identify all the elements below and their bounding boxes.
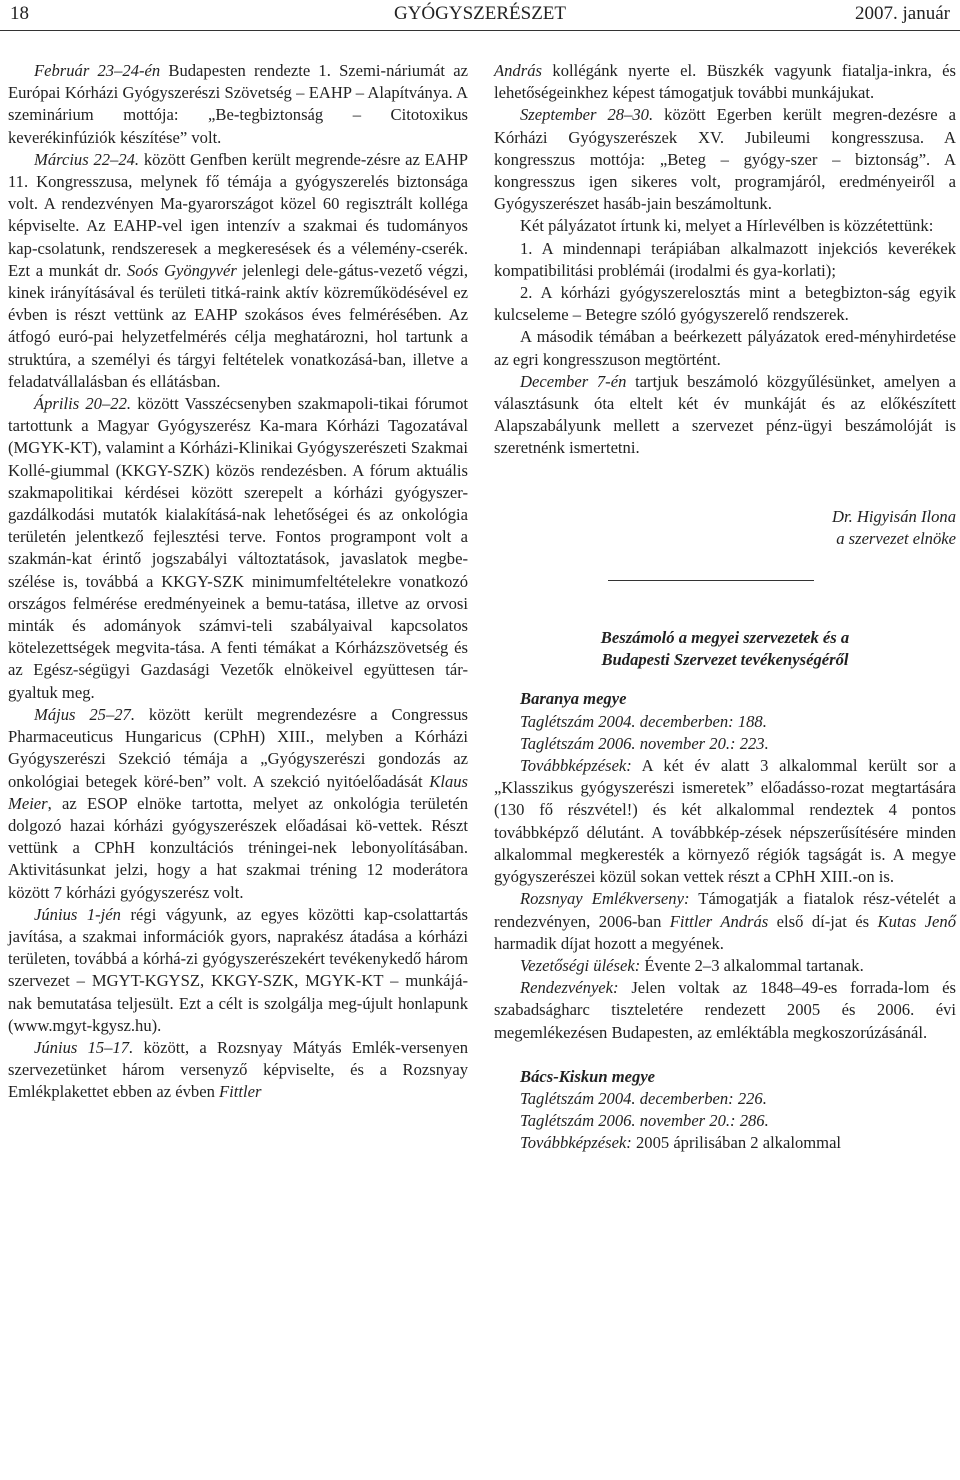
person-name: Kutas Jenő (877, 911, 956, 931)
signature-role: a szervezet elnöke (836, 528, 956, 548)
header-rule (0, 30, 960, 31)
paragraph-september (494, 104, 956, 215)
paragraph-text: között Vasszécsenyben szakmapoli-tikai fórumot tartottunk a Magyar Gyógyszerész Ka-mara Kórházi Tagozatával (MGYK-KT), valamint a Kórházi-Klinikai Gyógyszerészeti Szakmai Kollé-giummal (KKGY-SZK) közös rendezésben. A fórum aktuális szakmapolitikai kérdései között szerepelt a kórházi gyógyszer-gazdálkodási mutatók kialakításá-nak lehetőségei és az onkológia területén jelentkező fejlesztési terve. Fontos programpont volt a szakmán-kat érintő jogszabályi változtatások, javaslatok megbe-szélése is, továbbá a KKGY-SZK minimumfeltételekre vonatkozó országos felmérése eredményeinek a bemu-tatása, illetve az orvosi minták és adományok számvi-teli szabályaival kapcsolatos kötelezettségek megvita-tása. A fenti témákat a Kórházszövetség és az Egész-ségügyi Gazdasági Vezetők elnökeivel együttesen tár-gyaltuk meg. (8, 394, 468, 702)
paragraph-march (8, 149, 468, 393)
date-phrase: Április 20–22. (34, 394, 132, 414)
paragraph-text: jelenlegi dele-gátus-vezető végzi, kinek irányításával és területi titká-raink aktív közreműködésével ez évben is részt vettünk az EAHP szokásos éves felmérésében. Az átfogó euró-pai helyzetfelmérés célja meghatározni, hol tartunk a struktúra, a személyi és tárgyi feltételek vonatkozásá-ban, illetve a feladatvállalásban és ellátásban. (8, 260, 468, 391)
section-title (494, 627, 956, 671)
page-header (0, 0, 960, 30)
right-column (494, 60, 956, 1155)
paragraph-text: között, a Rozsnyay Mátyás Emlék-versenyen szervezetünket három versenyző képviselte, és a Rozsnyay Emlékplakettet ebben az évben (8, 1037, 468, 1102)
paragraph-label: Vezetőségi ülések: (520, 955, 641, 975)
paragraph-rozsnyay (494, 888, 956, 955)
paragraph-text: tartjuk beszámoló közgyűlésünket, amelyen a választásunk óta eltelt két év munkáját és az előkészített Alapszabályunk mellett a szervezet pénz-ügyi beszámolóját is szeretnénk ismertetni. (494, 371, 956, 458)
paragraph-text: , az ESOP elnöke tartotta, melyet az onkológia területén dolgozó hazai kórházi gyógyszerészek előadásai kö-vettek. Részt vettünk a CPhH konzultációs tréningei-nek lebonyolításában. Aktivitásunkat jelzi, hogy a hat szakmai tréning 12 moderátora között 7 kórházi gyógyszerész volt. (8, 793, 468, 902)
paragraph-board-meetings (494, 955, 956, 977)
paragraph-text: első dí-jat és (768, 911, 878, 931)
paragraph-december (494, 371, 956, 460)
person-name: Fittler (219, 1082, 262, 1102)
paragraph-text: Jelen voltak az 1848–49-es forrada-lom és szabadságharc tiszteletére rendezett 2005 és 2006. évi megemlékezésen Budapesten, az emléktábla megkoszorúzásánál. (494, 978, 956, 1042)
paragraph-results: A második témában a beérkezett pályázatok ered-ményhirdetése az egri kongresszuson megtörtént. (494, 327, 956, 369)
date-phrase: December 7-én (520, 371, 627, 391)
person-name: Fittler András (669, 911, 769, 931)
date-phrase: Március 22–24. (34, 149, 140, 169)
paragraph-text: kollégánk nyerte el. Büszkék vagyunk fiatalja-inkra, és lehetőségeinkhez képest támogatjuk további munkájukat. (494, 61, 956, 103)
member-count-2006: Taglétszám 2006. november 20.: 223. (520, 733, 769, 753)
paragraph-label: Továbbképzések: (520, 1133, 632, 1153)
paragraph-june-15 (8, 1037, 468, 1104)
paragraph-trainings (494, 755, 956, 888)
signature-block (494, 506, 956, 550)
paragraph-tenders: Két pályázatot írtunk ki, melyet a Hírlevélben is közzétettünk: (520, 216, 934, 236)
paragraph-april (8, 393, 468, 704)
date-phrase: Június 1-jén (34, 904, 121, 924)
member-count-2004: Taglétszám 2004. decemberben: 188. (520, 711, 767, 731)
paragraph-label: Rozsnyay Emlékverseny: (520, 889, 690, 909)
paragraph-trainings (494, 1132, 956, 1154)
paragraph-text: Budapesten rendezte 1. Szemi-náriumát az Európai Kórházi Gyógyszerészi Szövetség – EAHP – Alapítványa. A szeminárium mottója: „Be-tegbiztonság – Citotoxikus keverékinfúziók készítése” volt. (8, 61, 468, 147)
paragraph-text: között Genfben került megrende-zésre az EAHP 11. Kongresszusa, melynek fő témája a gyógyszerelés biztonsága volt. A rendezvényen Ma-gyarországot közel 60 regisztrált kolléga képviselte. Az EAHP-vel igen intenzív a szakmai és tudományos kap-csolatunk, rendszeresek a megkeresések és a vélemény-cserék. Ezt a munkát dr. (8, 149, 468, 280)
member-count-2006: Taglétszám 2006. november 20.: 286. (520, 1111, 769, 1131)
section-title-line: Beszámoló a megyei szervezetek és a (600, 628, 850, 648)
region-heading-baranya: Baranya megye (520, 689, 627, 709)
paragraph-text: 2005 áprilisában 2 alkalommal (631, 1133, 842, 1153)
paragraph-events (494, 977, 956, 1044)
paragraph-may (8, 704, 468, 904)
date-phrase: Szeptember 28–30. (520, 105, 654, 125)
paragraph-text: között került megrendezésre a Congressus Pharmaceuticus Hungaricus (CPhH) XIII., melyben a Kórházi Gyógyszerészi Szekció témája a „Gyógyszerészi gondozás az onkológiai betegek köré-ben” volt. A szekció nyitóelőadását (8, 704, 469, 791)
paragraph-label: Rendezvények: (520, 978, 619, 998)
paragraph-text: A két év alatt 3 alkalommal került sor a „Klasszikus gyógyszerészi ismeretek” előadásso-rozat megtartására (130 fő részvétel!) és két alkalommal rendeztek 4 pontos továbbképző délutánt. A továbbkép-zések népszerűsítésére minden alkalommal megkeresték a környező régiók tagságát is. A megye gyógyszerészei közül sokan vettek részt a CPhH XIII.-on is. (494, 756, 956, 887)
issue-date: 2007. január (855, 3, 950, 24)
person-name: Soós Gyöngyvér (126, 260, 237, 280)
date-phrase: Február 23–24-én (34, 61, 161, 80)
tender-item-1: 1. A mindennapi terápiában alkalmazott injekciós keverékek kompatibilitási problémái (irodalmi és gya-korlati); (494, 238, 956, 280)
paragraph-text: között Egerben került megren-dezésre a Kórházi Gyógyszerészek XV. Jubileumi kongresszusa. A kongresszus mottója: „Beteg – gyógy-szer – biztonság”. A kongresszus igen sikeres volt, programjáról, eredményeiről a Gyógyszerészet hasáb-jain beszámoltunk. (494, 105, 956, 214)
paragraph-continued (494, 60, 956, 104)
section-title-line: Budapesti Szervezet tevékenységéről (601, 650, 849, 670)
region-heading-bacs-kiskun: Bács-Kiskun megye (520, 1066, 656, 1086)
paragraph-text: harmadik díjat hozott a megyének. (494, 933, 724, 953)
paragraph-text: régi vágyunk, az egyes közötti kap-csolattartás javítása, a szakmai információk gyors, naprakész átadása a kórházi területen, továbbá a kórhá-zi gyógyszerészekért tevékenykedő három szervezet – MGYT-KGYSZ, KKGY-SZK, MGYK-KT – munkájá-nak bemutatása teljesült. Ezt a célt is szolgálja meg-újult honlapunk (www.mgyt-kgysz.hu). (8, 904, 468, 1035)
paragraph-text: Évente 2–3 alkalommal tartanak. (640, 955, 864, 975)
paragraph-june-1 (8, 904, 468, 1037)
date-phrase: Május 25–27. (34, 704, 136, 724)
person-name: András (494, 61, 542, 80)
paragraph-label: Továbbképzések: (520, 756, 632, 776)
section-separator (608, 580, 814, 581)
journal-title: GYÓGYSZERÉSZET (393, 3, 567, 24)
page-number: 18 (10, 3, 29, 24)
date-phrase: Június 15–17. (34, 1037, 134, 1057)
paragraph-text: Támogatják a fiatalok rész-vételét a rendezvényen, 2006-ban (494, 889, 956, 931)
person-name: Klaus Meier (8, 771, 468, 813)
tender-item-2: 2. A kórházi gyógyszerelosztás mint a betegbizton-ság egyik kulcseleme – Betegre szóló gyógyszerelő rendszerek. (494, 283, 956, 325)
member-count-2004: Taglétszám 2004. decemberben: 226. (520, 1088, 767, 1108)
left-column (8, 60, 468, 1104)
paragraph-february (8, 60, 468, 149)
signature-name: Dr. Higyisán Ilona (832, 506, 956, 526)
